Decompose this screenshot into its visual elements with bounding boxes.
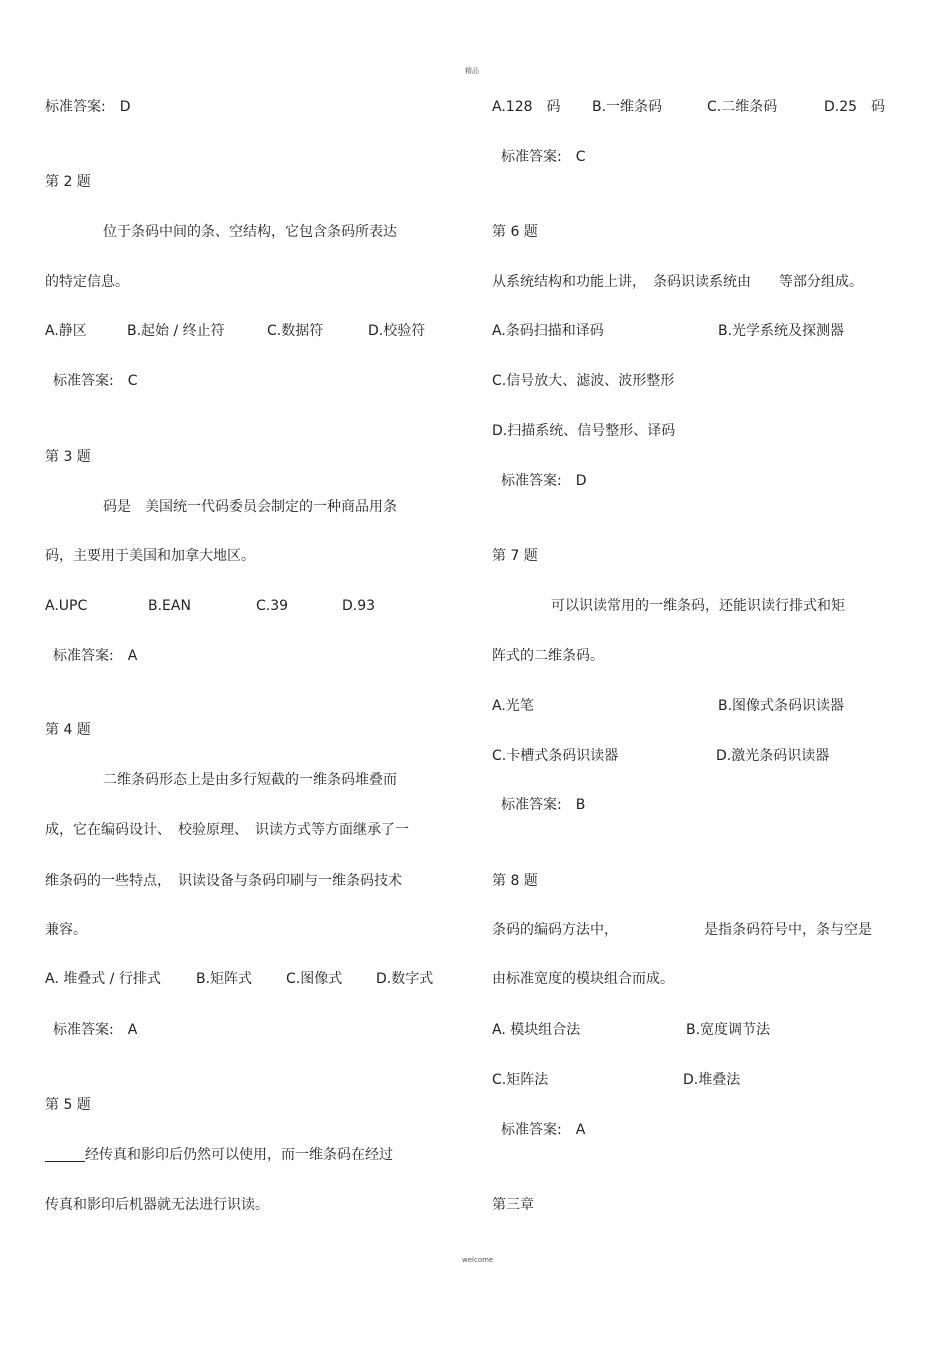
q2-stem-line2: 的特定信息。 — [45, 274, 129, 290]
q4-option-c: C.图像式 — [286, 971, 343, 987]
q8-option-b: B.宽度调节法 — [686, 1022, 771, 1038]
q8-title: 第 8 题 — [492, 873, 538, 889]
q5-stem-text: 经传真和影印后仍然可以使用，而一维条码在经过 — [85, 1147, 393, 1163]
q4-stem-line2: 成，它在编码设计、 校验原理、 识读方式等方面继承了一 — [45, 822, 409, 838]
q3-stem-line2: 码，主要用于美国和加拿大地区。 — [45, 548, 255, 564]
q7-title: 第 7 题 — [492, 548, 538, 564]
q2-option-c: C.数据符 — [267, 323, 324, 339]
q4-answer: 标准答案: A — [53, 1022, 138, 1038]
q4-option-a: A. 堆叠式 / 行排式 — [45, 971, 161, 987]
q6-title: 第 6 题 — [492, 224, 538, 240]
q5-option-a: A.128 码 — [492, 99, 561, 115]
q8-stem-line2: 由标准宽度的模块组合而成。 — [492, 971, 674, 987]
q3-title: 第 3 题 — [45, 449, 91, 465]
q4-title: 第 4 题 — [45, 722, 91, 738]
q5-option-c: C.二维条码 — [707, 99, 778, 115]
q8-option-d: D.堆叠法 — [683, 1072, 741, 1088]
q8-answer: 标准答案: A — [501, 1122, 586, 1138]
q2-title: 第 2 题 — [45, 174, 91, 190]
q8-option-c: C.矩阵法 — [492, 1072, 549, 1088]
chapter-heading: 第三章 — [492, 1197, 534, 1213]
q7-stem-line1: 可以识读常用的一维条码，还能识读行排式和矩 — [551, 598, 845, 614]
q4-stem-line4: 兼容。 — [45, 922, 87, 938]
q6-option-c: C.信号放大、滤波、波形整形 — [492, 373, 675, 389]
q4-stem-line1: 二维条码形态上是由多行短截的一维条码堆叠而 — [103, 772, 397, 788]
q2-option-b: B.起始 / 终止符 — [127, 323, 225, 339]
q3-option-d: D.93 — [342, 598, 376, 614]
q5-title: 第 5 题 — [45, 1097, 91, 1113]
q3-option-a: A.UPC — [45, 598, 88, 614]
q5-stem-line1 — [45, 1146, 393, 1164]
q1-answer: 标准答案: D — [45, 99, 131, 115]
q7-option-d: D.激光条码识读器 — [716, 748, 830, 764]
q6-option-d: D.扫描系统、信号整形、译码 — [492, 423, 676, 439]
q2-answer: 标准答案: C — [53, 373, 138, 389]
q5-blank — [45, 1147, 85, 1162]
q8-stem-line1b: 是指条码符号中，条与空是 — [704, 922, 872, 938]
q5-stem-line2: 传真和影印后机器就无法进行识读。 — [45, 1197, 269, 1213]
q4-stem-line3: 维条码的一些特点， 识读设备与条码印刷与一维条码技术 — [45, 873, 402, 889]
q2-option-a: A.静区 — [45, 323, 87, 339]
q2-stem-line1: 位于条码中间的条、空结构，它包含条码所表达 — [103, 224, 397, 240]
q8-option-a: A. 模块组合法 — [492, 1022, 581, 1038]
q8-stem-line1a: 条码的编码方法中， — [492, 922, 618, 938]
page-footer: welcome — [462, 1256, 494, 1264]
q5-option-b: B.一维条码 — [592, 99, 663, 115]
q3-stem-line1: 码是 美国统一代码委员会制定的一种商品用条 — [103, 499, 397, 515]
q5-answer: 标准答案: C — [501, 149, 586, 165]
q4-option-b: B.矩阵式 — [196, 971, 253, 987]
page-header: 精品 — [465, 67, 479, 75]
q7-answer: 标准答案: B — [501, 797, 586, 813]
q4-option-d: D.数字式 — [376, 971, 434, 987]
q7-stem-line2: 阵式的二维条码。 — [492, 648, 604, 664]
q3-option-c: C.39 — [256, 598, 289, 614]
q6-option-b: B.光学系统及探测器 — [718, 323, 845, 339]
q2-option-d: D.校验符 — [368, 323, 426, 339]
q7-option-b: B.图像式条码识读器 — [718, 698, 845, 714]
q7-option-a: A.光笔 — [492, 698, 534, 714]
q6-option-a: A.条码扫描和译码 — [492, 323, 604, 339]
q6-stem-line1: 从系统结构和功能上讲， 条码识读系统由 等部分组成。 — [492, 274, 863, 290]
q7-option-c: C.卡槽式条码识读器 — [492, 748, 619, 764]
q3-answer: 标准答案: A — [53, 648, 138, 664]
q5-option-d: D.25 码 — [824, 99, 886, 115]
q3-option-b: B.EAN — [148, 598, 191, 614]
q6-answer: 标准答案: D — [501, 473, 587, 489]
